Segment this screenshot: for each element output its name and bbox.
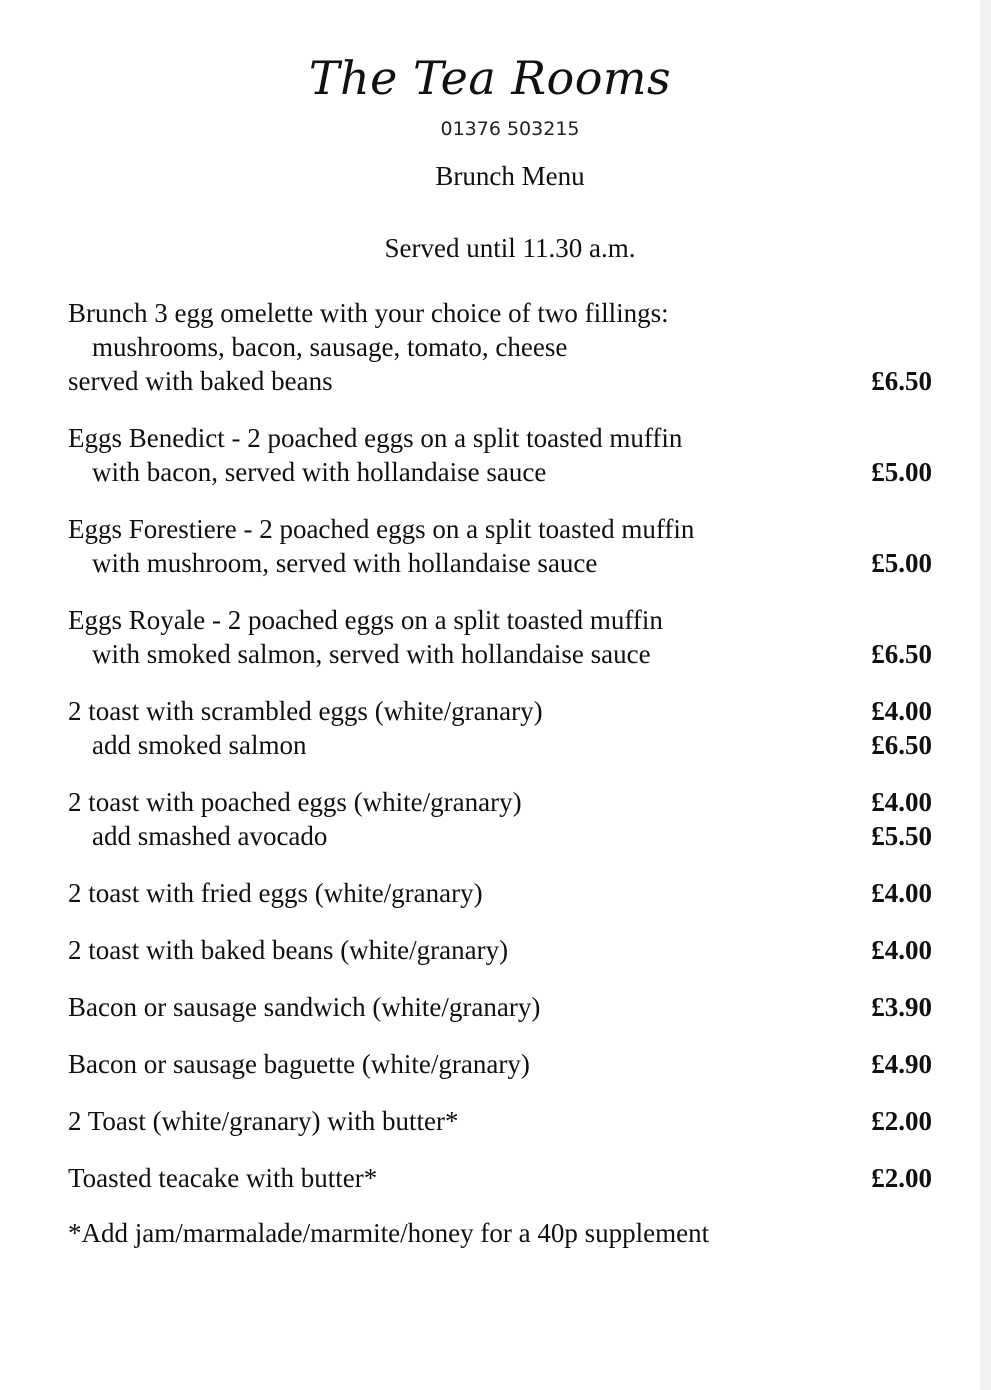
menu-item-description: add smoked salmon — [92, 730, 307, 760]
menu-item — [68, 785, 932, 853]
menu-item — [68, 603, 932, 671]
menu-item-line — [68, 330, 932, 364]
menu-item-line — [68, 728, 932, 762]
menu-item-line — [68, 455, 932, 489]
menu-item-line — [68, 1161, 932, 1195]
menu-item-line — [68, 603, 932, 637]
menu-item-price: £5.50 — [871, 821, 932, 851]
menu-item-description: Toasted teacake with butter* — [68, 1163, 378, 1193]
menu-item-price: £2.00 — [871, 1106, 932, 1136]
menu-item-price: £4.00 — [871, 878, 932, 908]
menu-item-description: Eggs Royale - 2 poached eggs on a split toasted muffin — [68, 605, 663, 635]
menu-item-price: £2.00 — [871, 1163, 932, 1193]
menu-item-line — [68, 546, 932, 580]
menu-item-description: Eggs Benedict - 2 poached eggs on a split toasted muffin — [68, 423, 683, 453]
menu-item-line — [68, 694, 932, 728]
menu-item-line — [68, 990, 932, 1024]
menu-items-list — [68, 296, 932, 1250]
menu-item-line — [68, 1104, 932, 1138]
menu-item-price: £5.00 — [871, 548, 932, 578]
served-until-note: Served until 11.30 a.m. — [384, 233, 636, 263]
menu-item-description: Bacon or sausage sandwich (white/granary) — [68, 992, 541, 1022]
menu-item-description: mushrooms, bacon, sausage, tomato, cheese — [92, 332, 568, 362]
menu-item — [68, 1161, 932, 1195]
supplement-footnote: *Add jam/marmalade/marmite/honey for a 40p supplement — [68, 1218, 710, 1248]
menu-item-description: Bacon or sausage baguette (white/granary) — [68, 1049, 530, 1079]
menu-item — [68, 296, 932, 398]
menu-item-line — [68, 819, 932, 853]
menu-item — [68, 1047, 932, 1081]
menu-item-description: 2 toast with baked beans (white/granary) — [68, 935, 509, 965]
menu-item-line — [68, 512, 932, 546]
page-title: The Tea Rooms — [308, 51, 672, 105]
menu-item-price: £6.50 — [871, 730, 932, 760]
menu-item-line — [68, 876, 932, 910]
phone-number: 01376 503215 — [440, 118, 580, 140]
menu-item-price: £5.00 — [871, 457, 932, 487]
menu-item — [68, 990, 932, 1024]
menu-item-description: Brunch 3 egg omelette with your choice of two fillings: — [68, 298, 669, 328]
menu-item-price: £4.00 — [871, 696, 932, 726]
menu-item-line — [68, 1047, 932, 1081]
menu-item-price: £3.90 — [871, 992, 932, 1022]
menu-item-description: add smashed avocado — [92, 821, 328, 851]
menu-item-description: with mushroom, served with hollandaise sauce — [92, 548, 598, 578]
menu-item — [68, 933, 932, 967]
menu-item-line — [68, 933, 932, 967]
menu-item-description: 2 toast with fried eggs (white/granary) — [68, 878, 483, 908]
menu-item-description: Eggs Forestiere - 2 poached eggs on a split toasted muffin — [68, 514, 695, 544]
page-edge — [980, 0, 991, 1390]
menu-item-description: served with baked beans — [68, 366, 333, 396]
menu-item — [68, 876, 932, 910]
menu-item — [68, 1104, 932, 1138]
menu-item-line — [68, 296, 932, 330]
menu-item-price: £4.00 — [871, 787, 932, 817]
menu-item-description: with smoked salmon, served with hollandaise sauce — [92, 639, 651, 669]
menu-item — [68, 512, 932, 580]
menu-item-price: £4.90 — [871, 1049, 932, 1079]
menu-item-description: 2 toast with poached eggs (white/granary) — [68, 787, 522, 817]
menu-item-line — [68, 364, 932, 398]
menu-heading: Brunch Menu — [435, 161, 585, 191]
menu-item-description: 2 Toast (white/granary) with butter* — [68, 1106, 459, 1136]
menu-item-line — [68, 421, 932, 455]
menu-item-description: 2 toast with scrambled eggs (white/granary) — [68, 696, 543, 726]
menu-item-price: £6.50 — [871, 639, 932, 669]
menu-item-description: with bacon, served with hollandaise sauce — [92, 457, 547, 487]
menu-item-line — [68, 785, 932, 819]
menu-item-price: £6.50 — [871, 366, 932, 396]
menu-item — [68, 421, 932, 489]
menu-item-line — [68, 637, 932, 671]
menu-item-price: £4.00 — [871, 935, 932, 965]
menu-item — [68, 694, 932, 762]
